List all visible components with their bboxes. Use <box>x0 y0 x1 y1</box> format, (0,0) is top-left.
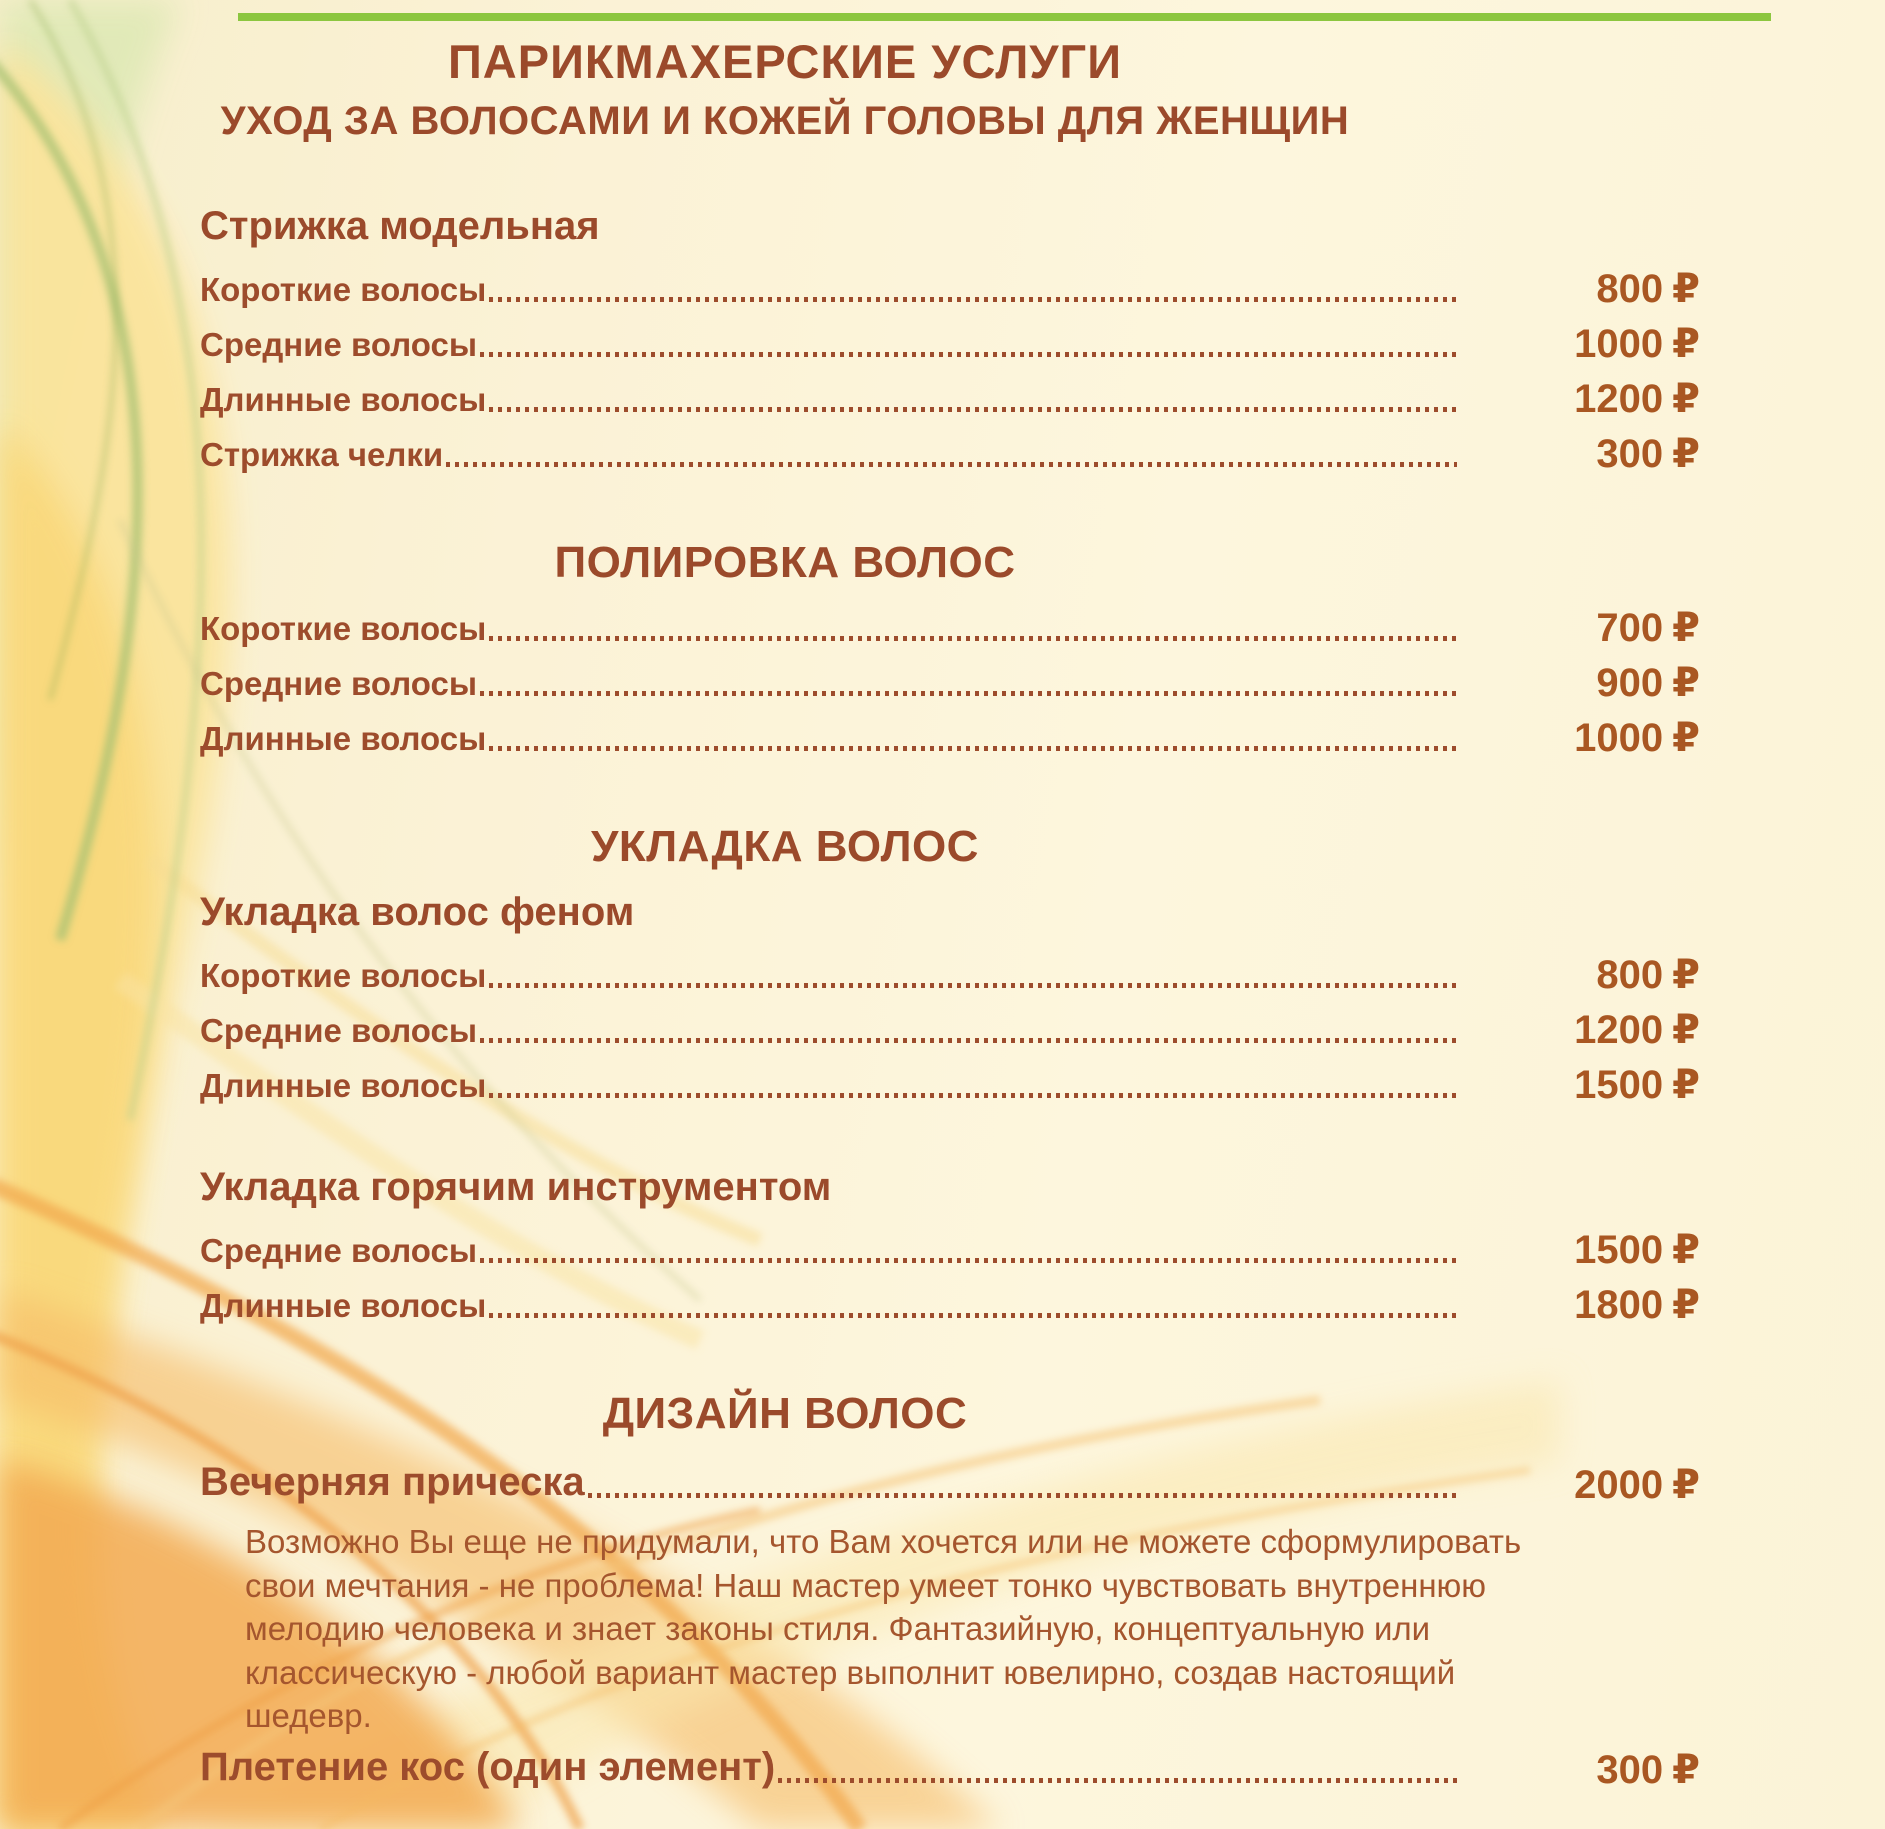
price <box>1465 434 1700 474</box>
price-value: 300 <box>1596 1747 1664 1792</box>
price-row <box>200 269 1700 309</box>
dotted-leader <box>489 746 1457 751</box>
price-row <box>200 1230 1700 1270</box>
price-value: 800 <box>1596 953 1664 997</box>
ruble-sign: ₽ <box>1672 377 1700 421</box>
service-label: Средние волосы <box>200 1232 478 1270</box>
price-rows <box>200 269 1700 474</box>
price-rows <box>200 1459 1700 1790</box>
price-row <box>200 1285 1700 1325</box>
dotted-leader <box>480 352 1457 357</box>
price-row <box>200 1744 1700 1790</box>
service-label: Средние волосы <box>200 665 478 703</box>
price-value: 1500 <box>1574 1063 1664 1107</box>
dotted-leader <box>446 462 1457 467</box>
service-label: Средние волосы <box>200 1012 478 1050</box>
service-label: Длинные волосы <box>200 381 487 419</box>
service-label: Стрижка челки <box>200 436 444 474</box>
price <box>1465 608 1700 648</box>
page-title: ПАРИКМАХЕРСКИЕ УСЛУГИ <box>448 35 1122 88</box>
price-rows <box>200 608 1700 758</box>
price-row <box>200 718 1700 758</box>
price-value: 1200 <box>1574 1008 1664 1052</box>
dotted-leader <box>489 1093 1457 1098</box>
price <box>1465 269 1700 309</box>
price <box>1465 1465 1700 1505</box>
price-value: 1500 <box>1574 1228 1664 1272</box>
dotted-leader <box>489 636 1457 641</box>
ruble-sign: ₽ <box>1672 1283 1700 1327</box>
price <box>1465 718 1700 758</box>
price <box>1465 1065 1700 1105</box>
price-row <box>200 955 1700 995</box>
price-row <box>200 1459 1700 1505</box>
price-value: 1000 <box>1574 322 1664 366</box>
section-heading-hair-design: ДИЗАЙН ВОЛОС <box>602 1389 968 1438</box>
price-value: 1800 <box>1574 1283 1664 1327</box>
price-row <box>200 379 1700 419</box>
ruble-sign: ₽ <box>1672 716 1700 760</box>
price-value: 700 <box>1596 606 1664 650</box>
section-subheading-model-haircut: Стрижка модельная <box>200 204 600 248</box>
ruble-sign: ₽ <box>1672 322 1700 366</box>
price-rows <box>200 1230 1700 1325</box>
ruble-sign: ₽ <box>1672 661 1700 705</box>
ruble-sign: ₽ <box>1672 267 1700 311</box>
dotted-leader <box>489 297 1457 302</box>
dotted-leader <box>489 407 1457 412</box>
price-row <box>200 663 1700 703</box>
price <box>1465 1230 1700 1270</box>
price-value: 1200 <box>1574 377 1664 421</box>
ruble-sign: ₽ <box>1672 606 1700 650</box>
section-heading-hair-polishing: ПОЛИРОВКА ВОЛОС <box>554 538 1016 587</box>
service-label: Длинные волосы <box>200 1067 487 1105</box>
price-row <box>200 1010 1700 1050</box>
service-description: Возможно Вы еще не придумали, что Вам хочется или не можете сформулировать свои мечтания - не проблема! Наш мастер умеет тонко чувствовать внутреннюю мелодию человека и знает законы стиля. Фантазийную, концептуальную или классическую - любой вариант мастер выполнит ювелирно, создав настоящий шедевр. <box>245 1523 1522 1735</box>
ruble-sign: ₽ <box>1672 1008 1700 1052</box>
price <box>1465 1285 1700 1325</box>
service-label: Плетение кос (один элемент) <box>200 1744 776 1789</box>
ruble-sign: ₽ <box>1672 1747 1700 1792</box>
section-subheading-blow-dry: Укладка волос феном <box>200 890 635 934</box>
dotted-leader <box>489 983 1457 988</box>
price-row <box>200 1065 1700 1105</box>
dotted-leader <box>588 1493 1457 1498</box>
service-label: Длинные волосы <box>200 1287 487 1325</box>
price-value: 1000 <box>1574 716 1664 760</box>
price <box>1465 663 1700 703</box>
price <box>1465 379 1700 419</box>
price-value: 900 <box>1596 661 1664 705</box>
ruble-sign: ₽ <box>1672 953 1700 997</box>
service-label: Короткие волосы <box>200 610 487 648</box>
ruble-sign: ₽ <box>1672 1228 1700 1272</box>
ruble-sign: ₽ <box>1672 432 1700 476</box>
price-value: 300 <box>1596 432 1664 476</box>
price <box>1465 324 1700 364</box>
dotted-leader <box>778 1778 1457 1783</box>
price-rows <box>200 955 1700 1105</box>
service-label: Короткие волосы <box>200 271 487 309</box>
service-label: Длинные волосы <box>200 720 487 758</box>
section-heading-hair-styling: УКЛАДКА ВОЛОС <box>591 822 979 871</box>
price <box>1465 1747 1700 1792</box>
dotted-leader <box>480 1038 1457 1043</box>
price <box>1465 1010 1700 1050</box>
page-subtitle: УХОД ЗА ВОЛОСАМИ И КОЖЕЙ ГОЛОВЫ ДЛЯ ЖЕНЩИН <box>220 99 1350 143</box>
price-row <box>200 324 1700 364</box>
price-row <box>200 608 1700 648</box>
dotted-leader <box>489 1313 1457 1318</box>
dotted-leader <box>480 1258 1457 1263</box>
price-value: 2000 <box>1574 1463 1664 1507</box>
price-value: 800 <box>1596 267 1664 311</box>
service-label: Вечерняя прическа <box>200 1460 585 1504</box>
service-label: Средние волосы <box>200 326 478 364</box>
top-accent-rule <box>238 13 1771 21</box>
ruble-sign: ₽ <box>1672 1463 1700 1507</box>
price-row <box>200 434 1700 474</box>
dotted-leader <box>480 691 1457 696</box>
section-subheading-hot-tool: Укладка горячим инструментом <box>200 1165 832 1209</box>
ruble-sign: ₽ <box>1672 1063 1700 1107</box>
service-label: Короткие волосы <box>200 957 487 995</box>
price <box>1465 955 1700 995</box>
